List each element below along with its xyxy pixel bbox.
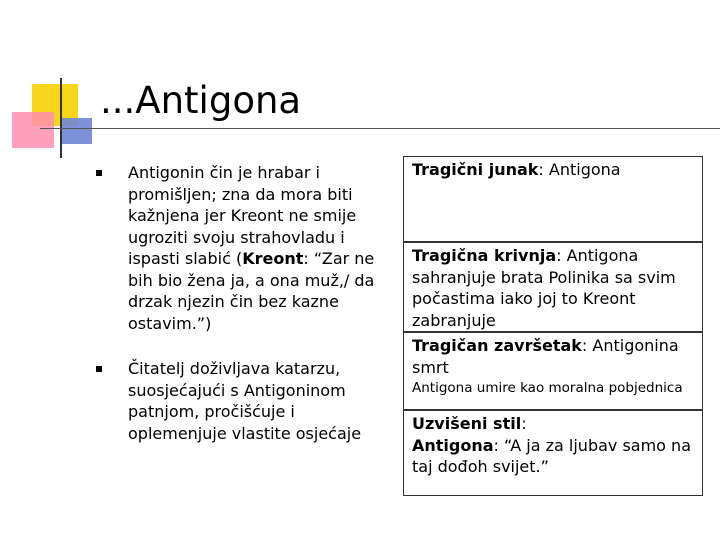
bullet-2-text: Čitatelj doživljava katarzu, suosjećajući s Antigoninom patnjom, pročišćuje i oplemenjuje vlastite osjećaje: [128, 359, 362, 443]
left-bullet-list: [96, 162, 386, 468]
bullet-item-1: [96, 162, 386, 334]
bullet-1-part-1: Antigonin čin je hrabar i promišljen; zna da mora biti kažnjena jer Kreont ne smije ugroziti svoju strahovladu i ispasti slabić (: [128, 163, 357, 268]
box-3-note: Antigona umire kao moralna pobjednica: [412, 380, 683, 396]
box-elevated-style: [403, 410, 703, 496]
box-3-label: Tragičan završetak: [412, 336, 582, 355]
box-1-text: : Antigona: [538, 160, 621, 179]
slide-title: ...Antigona: [100, 79, 302, 122]
box-4-quote: : “A ja za ljubav samo na taj dođoh svijet.”: [412, 435, 691, 476]
box-2-label: Tragična krivnja: [412, 246, 557, 265]
box-3-text: : Antigonina smrt: [412, 336, 679, 377]
bullet-1-speaker: Kreont: [242, 249, 304, 268]
box-4-colon: :: [521, 414, 527, 433]
box-tragic-hero: [403, 156, 703, 242]
box-2-text: : Antigona sahranjuje brata Polinika sa svim počastima iako joj to Kreont zabranjuje: [412, 246, 676, 330]
decor-vertical-line: [60, 78, 62, 158]
box-4-label: Uzvišeni stil: [412, 414, 522, 433]
decor-blue-square: [62, 118, 92, 144]
box-1-label: Tragični junak: [412, 160, 539, 179]
box-tragic-ending: [403, 332, 703, 410]
box-4-speaker: Antigona: [412, 435, 494, 455]
bullet-1-part-3: : “Zar ne bih bio žena ja, a ona muž,/ da drzak njezin čin bez kazne ostavim.”): [128, 249, 375, 333]
title-underline: [40, 128, 720, 129]
bullet-square-icon: [96, 170, 102, 176]
decor-red-square: [12, 112, 54, 148]
bullet-item-2: [96, 358, 386, 444]
bullet-square-icon: [96, 366, 102, 372]
bullet-1-text: [128, 163, 374, 333]
box-tragic-guilt: [403, 242, 703, 332]
